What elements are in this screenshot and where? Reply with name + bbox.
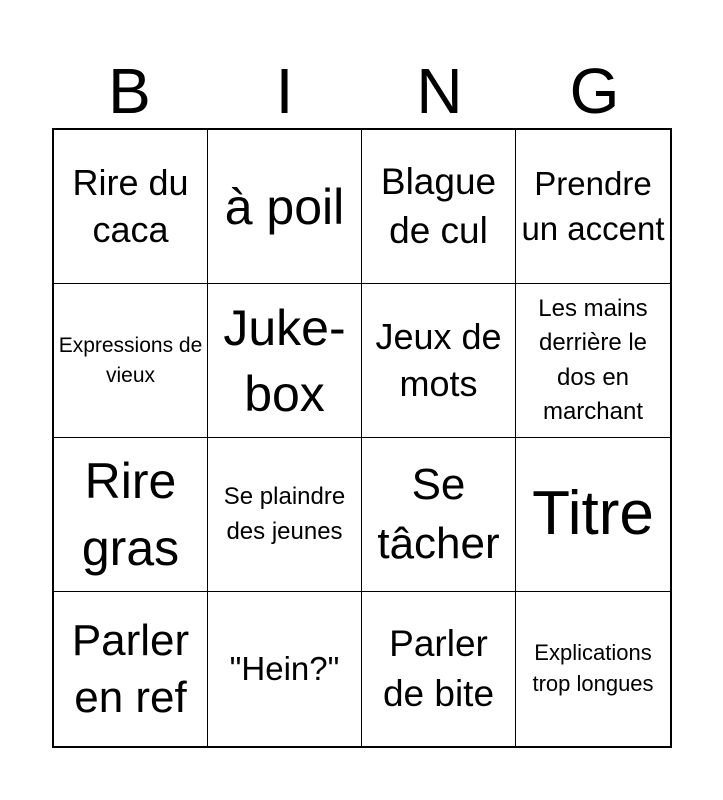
bingo-cell[interactable] <box>362 592 516 746</box>
header-letter-b: B <box>108 55 151 127</box>
cell-text: Jeux de mots <box>375 315 502 404</box>
cell-text: Expressions de vieux <box>58 334 203 387</box>
header-letter-n: N <box>416 55 463 127</box>
bingo-cell[interactable] <box>516 130 670 284</box>
cell-text: Se tâcher <box>377 460 500 568</box>
cell-text: Se plaindre des jeunes <box>223 483 346 545</box>
cell-text: Rire du caca <box>72 161 189 250</box>
bingo-cell[interactable] <box>362 284 516 438</box>
cell-text: Titre <box>532 479 654 549</box>
bingo-cell[interactable] <box>54 284 208 438</box>
cell-text: Juke-box <box>223 299 346 422</box>
bingo-cell[interactable] <box>208 130 362 284</box>
cell-text: Parler en ref <box>71 615 190 722</box>
bingo-cell[interactable] <box>54 130 208 284</box>
bingo-cell[interactable] <box>208 592 362 746</box>
cell-text: "Hein?" <box>229 649 340 687</box>
cell-text: Prendre un accent <box>521 164 665 247</box>
bingo-cell[interactable] <box>516 592 670 746</box>
cell-text: à poil <box>224 178 345 235</box>
bingo-cell[interactable] <box>54 592 208 746</box>
cell-text: Blague de cul <box>380 161 497 251</box>
cell-text: Les mains derrière le dos en marchant <box>538 295 648 425</box>
header-letter-i: I <box>275 55 294 127</box>
bingo-cell[interactable] <box>362 438 516 592</box>
bingo-cell[interactable] <box>362 130 516 284</box>
bingo-cell[interactable] <box>208 438 362 592</box>
bingo-cell[interactable] <box>208 284 362 438</box>
cell-text: Parler de bite <box>382 623 495 714</box>
bingo-cell[interactable] <box>516 284 670 438</box>
header-letter-g: G <box>569 55 620 127</box>
cell-text: Explications trop longues <box>532 640 654 696</box>
bingo-cell[interactable] <box>516 438 670 592</box>
bingo-grid <box>52 128 672 748</box>
bingo-cell[interactable] <box>54 438 208 592</box>
cell-text: Rire gras <box>81 452 180 576</box>
bingo-header <box>52 50 672 128</box>
